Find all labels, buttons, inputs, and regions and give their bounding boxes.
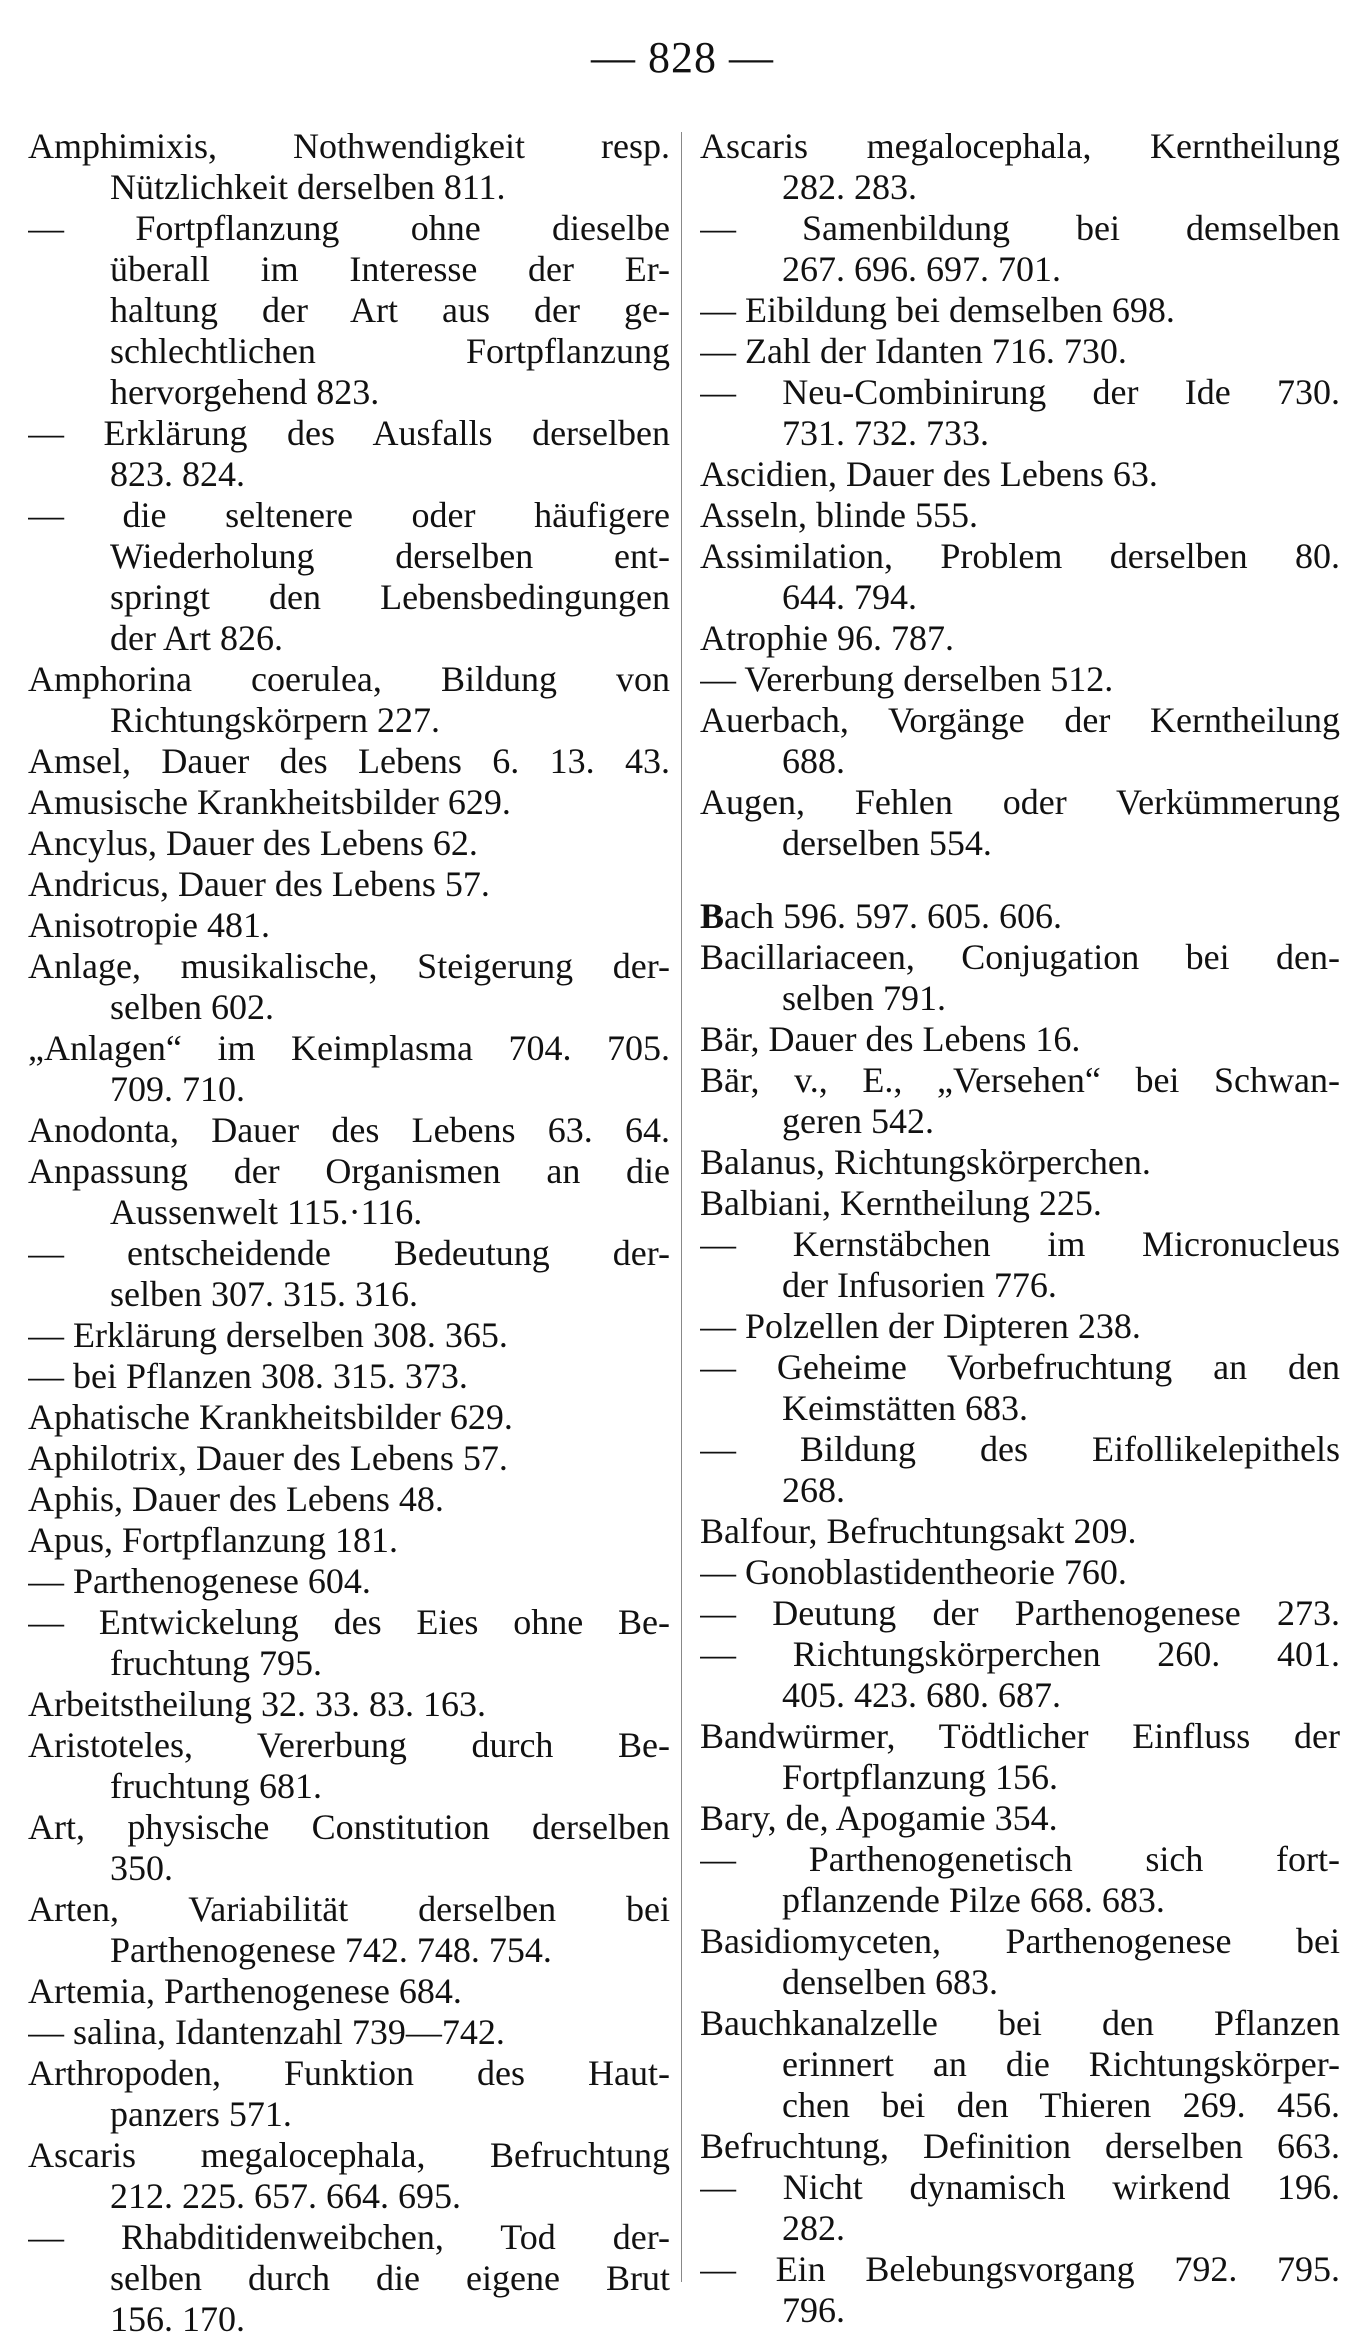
index-line: — Zahl der Idanten 716. 730. <box>700 331 1127 371</box>
index-line: denselben 683. <box>782 1962 998 2002</box>
index-line: 731. 732. 733. <box>782 413 989 453</box>
index-line: schlechtlichen Fortpflanzung <box>110 331 670 371</box>
index-line: 282. 283. <box>782 167 917 207</box>
index-line: — Kernstäbchen im Micronucleus <box>700 1224 1340 1264</box>
index-line: — entscheidende Bedeutung der- <box>28 1233 670 1273</box>
index-line: selben 791. <box>782 978 946 1018</box>
index-line: Bär, Dauer des Lebens 16. <box>700 1019 1081 1059</box>
index-line: Assimilation, Problem derselben 80. <box>700 536 1340 576</box>
index-line: — Geheime Vorbefruchtung an den <box>700 1347 1340 1387</box>
index-line: fruchtung 795. <box>110 1643 322 1683</box>
index-line: 282. <box>782 2208 845 2248</box>
index-line: Art, physische Constitution derselben <box>28 1807 670 1847</box>
index-line: 709. 710. <box>110 1069 245 1109</box>
page-number: — 828 — <box>591 33 774 82</box>
index-line: — die seltenere oder häufigere <box>28 495 670 535</box>
index-line: 212. 225. 657. 664. 695. <box>110 2176 461 2216</box>
index-line: — Bildung des Eifollikelepithels <box>700 1429 1340 1469</box>
index-line: Aristoteles, Vererbung durch Be- <box>28 1725 670 1765</box>
index-line: — Entwickelung des Eies ohne Be- <box>28 1602 670 1642</box>
index-line: Anodonta, Dauer des Lebens 63. 64. <box>28 1110 670 1150</box>
index-line: Balbiani, Kerntheilung 225. <box>700 1183 1102 1223</box>
column-divider <box>681 132 682 2282</box>
index-line: erinnert an die Richtungskörper- <box>782 2044 1340 2084</box>
index-line: 267. 696. 697. 701. <box>782 249 1061 289</box>
index-column-right <box>700 126 1340 2331</box>
index-line: Bach 596. 597. 605. 606. <box>700 896 1062 936</box>
index-line: Arbeitstheilung 32. 33. 83. 163. <box>28 1684 486 1724</box>
index-line: — Gonoblastidentheorie 760. <box>700 1552 1127 1592</box>
index-line: Ancylus, Dauer des Lebens 62. <box>28 823 478 863</box>
index-line: selben durch die eigene Brut <box>110 2258 670 2298</box>
index-line: „Anlagen“ im Keimplasma 704. 705. <box>28 1028 670 1068</box>
index-line: Amusische Krankheitsbilder 629. <box>28 782 511 822</box>
index-line: — Richtungskörperchen 260. 401. <box>700 1634 1340 1674</box>
index-line: — Samenbildung bei demselben <box>700 208 1340 248</box>
index-line: springt den Lebensbedingungen <box>110 577 670 617</box>
index-line: — salina, Idantenzahl 739—742. <box>28 2012 505 2052</box>
index-line: — Vererbung derselben 512. <box>700 659 1114 699</box>
index-line: Ascidien, Dauer des Lebens 63. <box>700 454 1158 494</box>
index-line: Bary, de, Apogamie 354. <box>700 1798 1058 1838</box>
index-line: — Nicht dynamisch wirkend 196. <box>700 2167 1340 2207</box>
index-line: Anlage, musikalische, Steigerung der- <box>28 946 670 986</box>
index-line: — Ein Belebungsvorgang 792. 795. <box>700 2249 1340 2289</box>
index-line: selben 307. 315. 316. <box>110 1274 418 1314</box>
index-line: Bandwürmer, Tödtlicher Einfluss der <box>700 1716 1340 1756</box>
index-line: Apus, Fortpflanzung 181. <box>28 1520 398 1560</box>
index-line: 156. 170. <box>110 2299 245 2339</box>
index-line: Amphimixis, Nothwendigkeit resp. <box>28 126 670 166</box>
index-line: 823. 824. <box>110 454 245 494</box>
index-line: Nützlichkeit derselben 811. <box>110 167 506 207</box>
index-line: Aphis, Dauer des Lebens 48. <box>28 1479 444 1519</box>
index-line: der Infusorien 776. <box>782 1265 1057 1305</box>
index-line: Richtungskörpern 227. <box>110 700 440 740</box>
index-line: — Erklärung des Ausfalls derselben <box>28 413 670 453</box>
index-line: Arthropoden, Funktion des Haut- <box>28 2053 670 2093</box>
index-line: — bei Pflanzen 308. 315. 373. <box>28 1356 468 1396</box>
index-line: Aussenwelt 115.·116. <box>110 1192 423 1232</box>
index-line: Ascaris megalocephala, Kerntheilung <box>700 126 1340 166</box>
index-line: Balanus, Richtungskörperchen. <box>700 1142 1151 1182</box>
index-line: Auerbach, Vorgänge der Kerntheilung <box>700 700 1340 740</box>
index-line: Atrophie 96. 787. <box>700 618 954 658</box>
index-line: Augen, Fehlen oder Verkümmerung <box>700 782 1340 822</box>
index-line: derselben 554. <box>782 823 992 863</box>
index-line: Artemia, Parthenogenese 684. <box>28 1971 462 2011</box>
index-line: Keimstätten 683. <box>782 1388 1028 1428</box>
index-line: 688. <box>782 741 845 781</box>
index-line: Balfour, Befruchtungsakt 209. <box>700 1511 1137 1551</box>
index-line: Wiederholung derselben ent- <box>110 536 670 576</box>
index-line: pflanzende Pilze 668. 683. <box>782 1880 1165 1920</box>
index-line: haltung der Art aus der ge- <box>110 290 670 330</box>
index-line: — Parthenogenetisch sich fort- <box>700 1839 1340 1879</box>
index-line: Aphatische Krankheitsbilder 629. <box>28 1397 513 1437</box>
index-line: selben 602. <box>110 987 274 1027</box>
index-line: Fortpflanzung 156. <box>782 1757 1058 1797</box>
index-line: Anisotropie 481. <box>28 905 270 945</box>
index-line: 268. <box>782 1470 845 1510</box>
index-line: — Erklärung derselben 308. 365. <box>28 1315 508 1355</box>
index-line: Amphorina coerulea, Bildung von <box>28 659 670 699</box>
index-line: Bär, v., E., „Versehen“ bei Schwan- <box>700 1060 1340 1100</box>
index-line: Aphilotrix, Dauer des Lebens 57. <box>28 1438 508 1478</box>
index-line: — Deutung der Parthenogenese 273. <box>700 1593 1340 1633</box>
index-line: der Art 826. <box>110 618 283 658</box>
index-line: panzers 571. <box>110 2094 292 2134</box>
index-line: Andricus, Dauer des Lebens 57. <box>28 864 490 904</box>
index-line: — Eibildung bei demselben 698. <box>700 290 1175 330</box>
index-line: 796. <box>782 2290 845 2330</box>
index-line: — Neu-Combinirung der Ide 730. <box>700 372 1340 412</box>
index-line: Ascaris megalocephala, Befruchtung <box>28 2135 670 2175</box>
index-line: 350. <box>110 1848 173 1888</box>
index-line: Parthenogenese 742. 748. 754. <box>110 1930 552 1970</box>
index-line: überall im Interesse der Er- <box>110 249 670 289</box>
index-line: 405. 423. 680. 687. <box>782 1675 1061 1715</box>
index-line: hervorgehend 823. <box>110 372 380 412</box>
index-line: Amsel, Dauer des Lebens 6. 13. 43. <box>28 741 670 781</box>
index-line: Asseln, blinde 555. <box>700 495 978 535</box>
index-line: — Fortpflanzung ohne dieselbe <box>28 208 670 248</box>
index-line: — Parthenogenese 604. <box>28 1561 371 1601</box>
index-line: Anpassung der Organismen an die <box>28 1151 670 1191</box>
index-line: — Polzellen der Dipteren 238. <box>700 1306 1141 1346</box>
index-line: geren 542. <box>782 1101 934 1141</box>
index-line: Basidiomyceten, Parthenogenese bei <box>700 1921 1340 1961</box>
index-line: — Rhabditidenweibchen, Tod der- <box>28 2217 670 2257</box>
index-line: chen bei den Thieren 269. 456. <box>782 2085 1340 2125</box>
index-column-left <box>28 126 670 2340</box>
index-line: Befruchtung, Definition derselben 663. <box>700 2126 1340 2166</box>
index-line: Bauchkanalzelle bei den Pflanzen <box>700 2003 1340 2043</box>
index-line: fruchtung 681. <box>110 1766 322 1806</box>
index-line: Arten, Variabilität derselben bei <box>28 1889 670 1929</box>
index-line: 644. 794. <box>782 577 917 617</box>
index-line: Bacillariaceen, Conjugation bei den- <box>700 937 1340 977</box>
